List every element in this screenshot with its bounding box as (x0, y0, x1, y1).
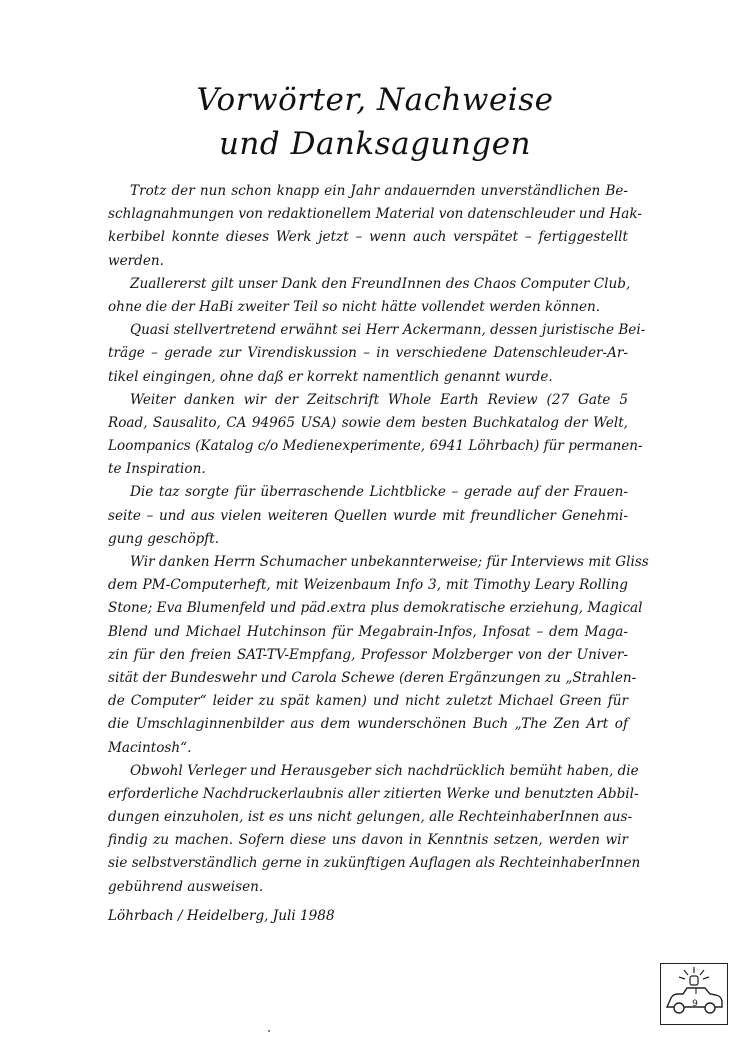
paragraph-line: Obwohl Verleger und Herausgeber sich nachdrücklich bemüht haben, die (130, 762, 639, 779)
paragraph-line: te Inspiration. (108, 461, 206, 478)
paragraph-line: Macintosh“. (108, 739, 192, 756)
paragraph-line: die Umschlaginnenbilder aus dem wunderschönen Buch „The Zen Art of (108, 716, 628, 733)
paragraph (108, 273, 631, 319)
signature-line: Löhrbach / Heidelberg, Juli 1988 (108, 908, 335, 924)
paragraph (108, 389, 643, 482)
paragraph-line: dem PM-Computerheft, mit Weizenbaum Info 3, mit Timothy Leary Rolling (108, 577, 628, 594)
stray-mark (268, 1030, 270, 1032)
logo-number: 9 (692, 999, 698, 1009)
paragraph (108, 319, 646, 389)
paragraph (108, 760, 641, 899)
paragraph-line: zin für den freien SAT-TV-Empfang, Professor Molzberger von der Univer- (108, 646, 628, 663)
paragraph-line: Die taz sorgte für überraschende Lichtblicke – gerade auf der Frauen- (130, 484, 628, 501)
page-title (0, 78, 750, 166)
page-logo (660, 963, 728, 1025)
paragraph-line: erforderliche Nachdruckerlaubnis aller zitierten Werke und benutzten Abbil- (108, 785, 639, 802)
paragraph-line: seite – und aus vielen weiteren Quellen wurde mit freundlicher Genehmi- (108, 507, 628, 524)
body-text (108, 180, 649, 899)
paragraph-line: Trotz der nun schon knapp ein Jahr andauernden unverständlichen Be- (130, 183, 628, 199)
paragraph-line: sität der Bundeswehr und Carola Schewe (deren Ergänzungen zu „Strahlen- (108, 669, 637, 686)
paragraph-line: dungen einzuholen, ist es uns nicht gelungen, alle RechteinhaberInnen aus- (108, 809, 633, 826)
paragraph-line: Weiter danken wir der Zeitschrift Whole Earth Review (27 Gate 5 (130, 391, 628, 408)
paragraph-line: gebührend ausweisen. (108, 878, 264, 895)
paragraph-line: Stone; Eva Blumenfeld und päd.extra plus demokratische erziehung, Magical (108, 600, 643, 617)
paragraph-line: tikel eingingen, ohne daß er korrekt namentlich genannt wurde. (108, 368, 553, 385)
paragraph-line: schlagnahmungen von redaktionellem Material von datenschleuder und Hak- (108, 206, 642, 223)
paragraph-line: sie selbstverständlich gerne in zukünftigen Auflagen als RechteinhaberInnen (108, 855, 641, 872)
paragraph-line: Road, Sausalito, CA 94965 USA) sowie dem besten Buchkatalog der Welt, (108, 414, 628, 431)
paragraph-line: Loompanics (Katalog c/o Medienexperimente, 6941 Löhrbach) für permanen- (108, 438, 643, 455)
title-line-2: und Danksagungen (218, 126, 532, 162)
paragraph-line: Quasi stellvertretend erwähnt sei Herr Ackermann, dessen juristische Bei- (130, 322, 646, 339)
paragraph-line: Wir danken Herrn Schumacher unbekannterweise; für Interviews mit Gliss (130, 554, 649, 570)
paragraph-line: kerbibel konnte dieses Werk jetzt – wenn auch verspätet – fertiggestellt (108, 229, 628, 246)
title-line-1: Vorwörter, Nachweise (196, 82, 554, 118)
police-car-icon (661, 964, 727, 1024)
paragraph-line: werden. (108, 252, 165, 269)
paragraph-line: gung geschöpft. (108, 530, 220, 547)
paragraph-line: Blend und Michael Hutchinson für Megabrain-Infos, Infosat – dem Maga- (108, 623, 628, 640)
paragraph-line: findig zu machen. Sofern diese uns davon in Kenntnis setzen, werden wir (108, 832, 628, 849)
paragraph-line: Zuallererst gilt unser Dank den FreundInnen des Chaos Computer Club, (130, 275, 631, 292)
paragraph (108, 180, 642, 273)
paragraph-line: de Computer“ leider zu spät kamen) und nicht zuletzt Michael Green für (108, 693, 628, 710)
paragraph-line: ohne die der HaBi zweiter Teil so nicht hätte vollendet werden können. (108, 298, 601, 315)
paragraph (108, 481, 628, 551)
paragraph-line: träge – gerade zur Virendiskussion – in verschiedene Datenschleuder-Ar- (108, 345, 628, 362)
paragraph (108, 551, 649, 760)
